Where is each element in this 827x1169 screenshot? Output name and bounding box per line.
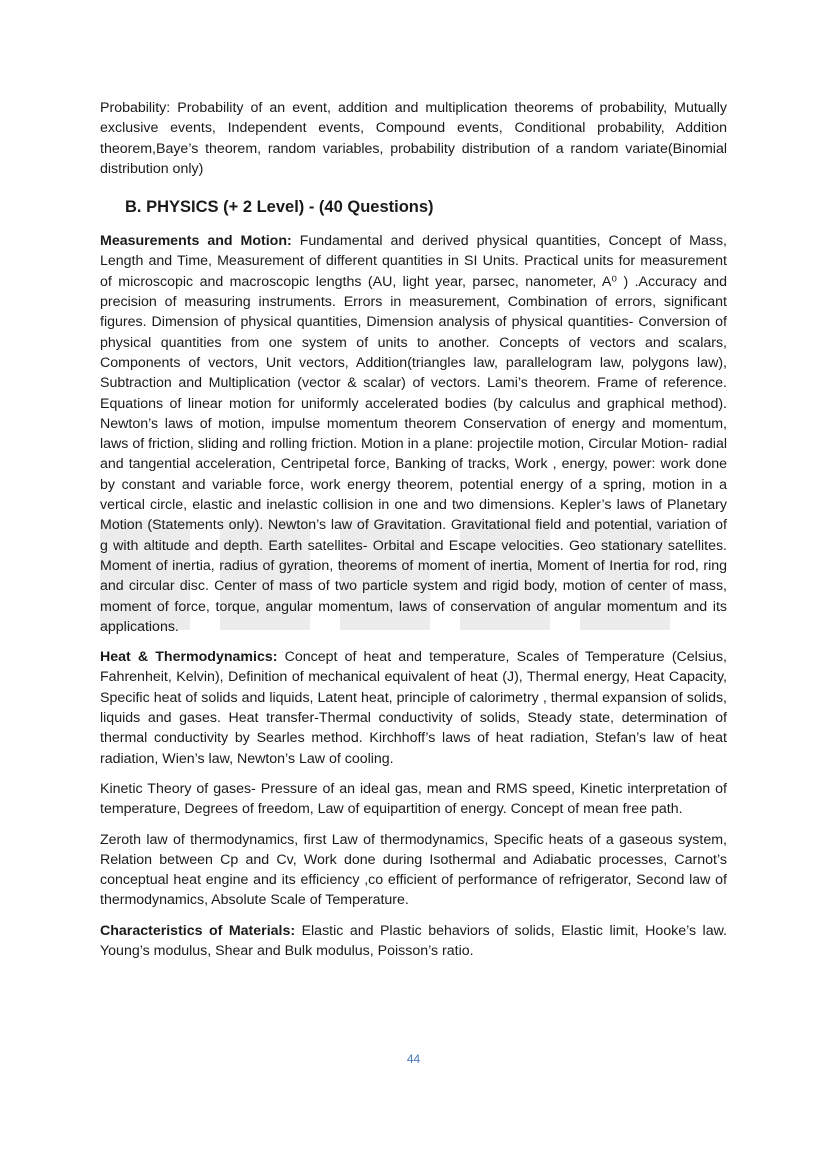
kinetic-paragraph: Kinetic Theory of gases- Pressure of an ideal gas, mean and RMS speed, Kinetic interpretation of temperature, Degrees of freedom, Law of equipartition of energy. Concept of mean free path. [100, 780, 727, 818]
heat-label: Heat & Thermodynamics: [100, 649, 278, 666]
measurements-text: Fundamental and derived physical quantities, Concept of Mass, Length and Time, Measurement of different quantities in SI Units. Practical units for measurement of microscopic and macroscopic lengths (AU, light year, parsec, nanometer, A⁰ ) .Accuracy and precision of measuring instruments. Errors in measurement, Combination of errors, significant figures. Dimension of physical quantities, Dimension analysis of physical quantities- Conversion of physical quantities from one system of units to another. Concepts of vectors and scalars, Components of vectors, Unit vectors, Addition(triangles law, parallelogram law, polygons law), Subtraction and Multiplication (vector & scalar) of vectors. Lami’s theorem. Frame of reference. Equations of linear motion for uniformly accelerated bodies (by calculus and graphical method). Newton’s laws of motion, impulse momentum theorem Conservation of energy and momentum, laws of friction, sliding and rolling friction. Motion in a plane: projectile motion, Circular Motion- radial and tangential acceleration, Centripetal force, Banking of tracks, Work , energy, power: work done by constant and variable force, work energy theorem, potential energy of a spring, motion in a vertical circle, elastic and inelastic collision in one and two dimensions. Kepler’s laws of Planetary Motion (Statements only). Newton’s law of Gravitation. Gravitational field and potential, variation of g with altitude and depth. Earth satellites- Orbital and Escape velocities. Geo stationary satellites. Moment of inertia, radius of gyration, theorems of moment of inertia, Moment of Inertia for rod, ring and circular disc. Center of mass of two particle system and rigid body, motion of center of mass, moment of force, torque, angular momentum, laws of conservation of angular momentum and its applications. [100, 233, 727, 635]
materials-label: Characteristics of Materials: [100, 922, 296, 939]
measurements-paragraph [100, 231, 727, 637]
probability-label: Probability: [100, 100, 171, 116]
heat-paragraph [100, 647, 727, 769]
probability-paragraph [100, 98, 727, 179]
heat-text: Concept of heat and temperature, Scales of Temperature (Celsius, Fahrenheit, Kelvin), Definition of mechanical equivalent of heat (J), Thermal energy, Heat Capacity, Specific heat of solids and liquids, Latent heat, principle of calorimetry , thermal expansion of solids, liquids and gases. Heat transfer-Thermal conductivity of solids, Steady state, determination of thermal conductivity by Searles method. Kirchhoff’s laws of heat radiation, Stefan’s law of heat radiation, Wien’s law, Newton’s Law of cooling. [100, 649, 728, 767]
section-heading: B. PHYSICS (+ 2 Level) - (40 Questions) [125, 198, 434, 217]
probability-text: Probability of an event, addition and multiplication theorems of probability, Mutually exclusive events, Independent events, Compound events, Conditional probability, Addition theorem,Baye’s theorem, random variables, probability distribution of a random variate(Binomial distribution only) [100, 100, 727, 177]
materials-paragraph [100, 921, 727, 962]
page-number: 44 [406, 1052, 421, 1066]
page-content [100, 98, 727, 961]
materials-text: Elastic and Plastic behaviors of solids, Elastic limit, Hooke’s law. Young’s modulus, Shear and Bulk modulus, Poisson’s ratio. [100, 922, 727, 959]
measurements-label: Measurements and Motion: [100, 233, 292, 250]
zeroth-paragraph: Zeroth law of thermodynamics, first Law of thermodynamics, Specific heats of a gaseous system, Relation between Cp and Cv, Work done during Isothermal and Adiabatic processes, Carnot’s conceptual heat engine and its efficiency ,co efficient of performance of refrigerator, Second law of thermodynamics, Absolute Scale of Temperature. [100, 831, 727, 909]
